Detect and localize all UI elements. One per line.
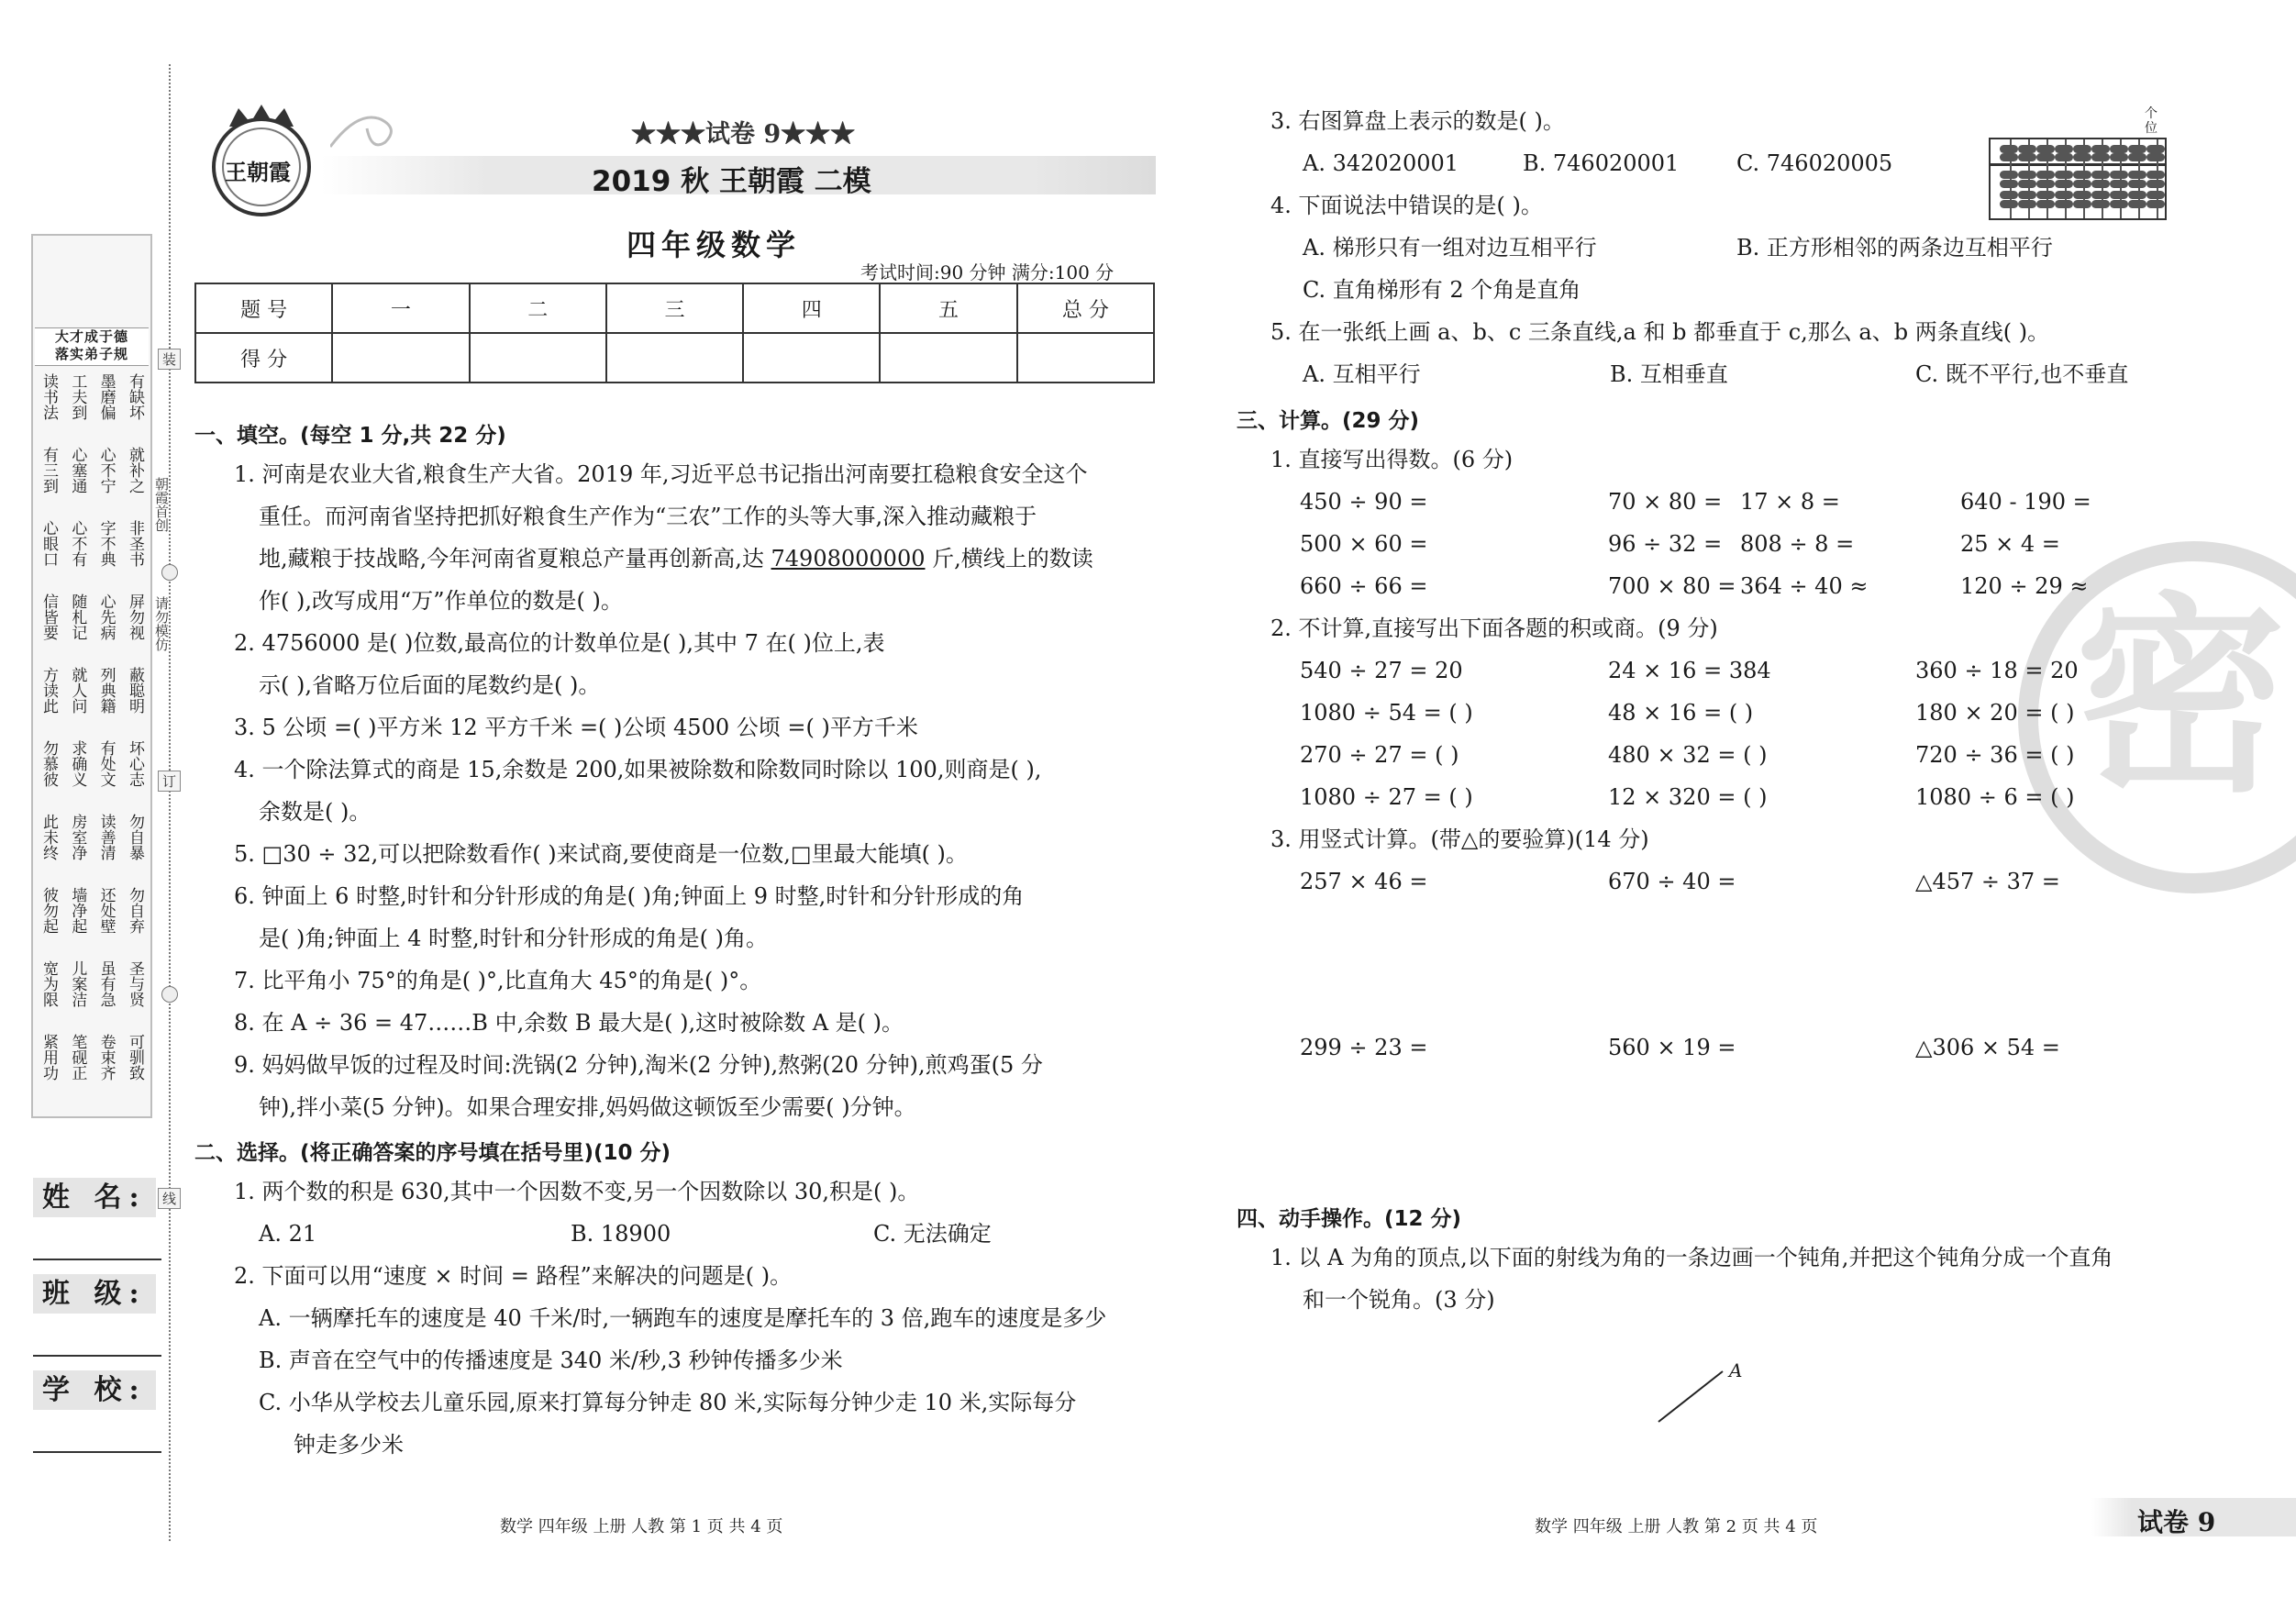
abacus-bead bbox=[2018, 153, 2036, 161]
s2-q3-option[interactable]: C. 746020005 bbox=[1736, 150, 1893, 176]
abacus-bead bbox=[2018, 180, 2036, 188]
abacus-bead bbox=[2073, 200, 2091, 208]
abacus-bead bbox=[2128, 200, 2146, 208]
s3-p3-item: 670 ÷ 40 = bbox=[1608, 869, 1736, 894]
s4-q1-line2: 和一个锐角。(3 分) bbox=[1303, 1287, 1495, 1313]
score-input-cell[interactable] bbox=[743, 333, 880, 383]
abacus-bead bbox=[2091, 200, 2110, 208]
s1-line: 重任。而河南省坚持把抓好粮食生产作为“三农”工作的头等大事,深入推动藏粮于 bbox=[259, 504, 1037, 529]
proverb-column: 虽有急 bbox=[96, 960, 116, 1007]
proverb-group bbox=[39, 1034, 145, 1098]
score-input-cell[interactable] bbox=[332, 333, 469, 383]
proverb-column: 心眼口 bbox=[39, 520, 58, 567]
table-cell: 一 bbox=[332, 283, 469, 333]
abacus-bead bbox=[2110, 200, 2128, 208]
s2-q2-option-cont: 钟走多少米 bbox=[294, 1432, 404, 1458]
proverb-group bbox=[39, 373, 145, 438]
abacus-bead bbox=[2146, 191, 2165, 199]
proverb-column: 宽为限 bbox=[39, 960, 58, 1007]
abacus-bead bbox=[2091, 153, 2110, 161]
s2-q4: 4. 下面说法中错误的是( )。 bbox=[1270, 193, 1543, 218]
proverb-column: 心不宁 bbox=[96, 447, 116, 494]
class-field[interactable] bbox=[33, 1270, 161, 1357]
section2-title: 二、选择。(将正确答案的序号填在括号里)(10 分) bbox=[194, 1141, 671, 1165]
proverb-group bbox=[39, 887, 145, 951]
proverb-column: 勿自弃 bbox=[125, 887, 144, 934]
s1-line: 3. 5 公顷 =( )平方米 12 平方千米 =( )公顷 4500 公顷 =( )平方千米 bbox=[234, 715, 918, 740]
abacus-bead bbox=[2000, 191, 2018, 199]
s2-q4-option[interactable]: B. 正方形相邻的两条边互相平行 bbox=[1736, 235, 2053, 261]
s3-p1-item: 17 × 8 = bbox=[1740, 489, 1840, 515]
abacus-bead bbox=[2000, 153, 2018, 161]
proverb-group bbox=[39, 667, 145, 731]
s4-q1-line1: 1. 以 A 为角的顶点,以下面的射线为角的一条边画一个钝角,并把这个钝角分成一个直角 bbox=[1270, 1245, 2113, 1270]
s2-q2-option[interactable]: A. 一辆摩托车的速度是 40 千米/时,一辆跑车的速度是摩托车的 3 倍,跑车的速度是多少 bbox=[259, 1305, 1107, 1331]
s3-p1-item: 700 × 80 = bbox=[1608, 573, 1736, 599]
binding-dotted-line bbox=[169, 64, 171, 1541]
s3-p3-item: 257 × 46 = bbox=[1300, 869, 1428, 894]
abacus-bead bbox=[2018, 191, 2036, 199]
proverb-column: 读善清 bbox=[96, 814, 116, 860]
abacus-bead bbox=[2036, 191, 2055, 199]
s2-q3: 3. 右图算盘上表示的数是( )。 bbox=[1270, 108, 1565, 134]
s3-p2-item: 540 ÷ 27 = 20 bbox=[1300, 658, 1463, 683]
s2-q2-option[interactable]: B. 声音在空气中的传播速度是 340 米/秒,3 秒钟传播多少米 bbox=[259, 1347, 843, 1373]
s3-p3-item: 560 × 19 = bbox=[1608, 1035, 1736, 1060]
score-input-cell[interactable] bbox=[606, 333, 743, 383]
school-line bbox=[33, 1451, 161, 1453]
subject-title: 四年级数学 bbox=[627, 227, 802, 262]
proverb-column: 求确义 bbox=[68, 740, 87, 787]
s3-p1-item: 25 × 4 = bbox=[1960, 531, 2060, 557]
class-line bbox=[33, 1355, 161, 1357]
s1-line: 7. 比平角小 75°的角是( )°,比直角大 45°的角是( )°。 bbox=[234, 968, 762, 993]
proverb-column: 就补之 bbox=[125, 447, 144, 494]
s2-q5-option[interactable]: B. 互相垂直 bbox=[1610, 361, 1728, 387]
abacus-bead bbox=[2128, 145, 2146, 153]
proverb-column: 心不有 bbox=[68, 520, 87, 567]
s3-p2-title: 2. 不计算,直接写出下面各题的积或商。(9 分) bbox=[1270, 616, 1718, 641]
abacus-bead bbox=[2055, 180, 2073, 188]
fold-mark-bot: 线 bbox=[158, 1188, 181, 1209]
s1-line: 余数是( )。 bbox=[259, 799, 372, 825]
section3-title: 三、计算。(29 分) bbox=[1237, 409, 1420, 433]
abacus-bead bbox=[2091, 145, 2110, 153]
s3-p1-item: 660 ÷ 66 = bbox=[1300, 573, 1428, 599]
abacus-bead bbox=[2055, 145, 2073, 153]
s3-p1-item: 450 ÷ 90 = bbox=[1300, 489, 1428, 515]
score-table-header-row bbox=[195, 283, 1154, 333]
proverb-column: 勿自暴 bbox=[125, 814, 144, 860]
point-a-label: A bbox=[1729, 1359, 1743, 1381]
left-margin-strip bbox=[31, 234, 152, 1118]
series-title: 2019 秋 王朝霞 二模 bbox=[592, 165, 871, 198]
score-input-cell[interactable] bbox=[880, 333, 1016, 383]
logo-text: 王朝霞 bbox=[225, 159, 291, 185]
proverb-column: 方读此 bbox=[39, 667, 58, 714]
seal-char: 密 bbox=[2075, 573, 2287, 821]
proverb-column: 非圣书 bbox=[125, 520, 144, 567]
s3-p2-item: 720 ÷ 36 = ( ) bbox=[1915, 742, 2075, 768]
abacus-bead bbox=[2000, 171, 2018, 179]
proverb-column: 儿案洁 bbox=[68, 960, 87, 1007]
abacus-bead bbox=[2128, 191, 2146, 199]
s3-p1-item: 364 ÷ 40 ≈ bbox=[1740, 573, 1869, 599]
footer-right: 数学 四年级 上册 人教 第 2 页 共 4 页 bbox=[1535, 1517, 1818, 1536]
abacus-bead bbox=[2036, 200, 2055, 208]
abacus-bead bbox=[2091, 171, 2110, 179]
proverb-column: 房室净 bbox=[68, 814, 87, 860]
s1-line-3-head: 地,藏粮于技战略,今年河南省夏粮总产量再创新高,达 bbox=[259, 546, 771, 571]
s3-p2-item: 270 ÷ 27 = ( ) bbox=[1300, 742, 1459, 768]
abacus-bead bbox=[2091, 191, 2110, 199]
abacus-bead bbox=[2055, 171, 2073, 179]
s2-q1-option[interactable]: C. 无法确定 bbox=[873, 1221, 992, 1247]
s2-q1-option[interactable]: A. 21 bbox=[259, 1221, 317, 1247]
class-label: 班 级: bbox=[33, 1274, 156, 1314]
proverb-column: 有处文 bbox=[96, 740, 116, 787]
s3-p3-title: 3. 用竖式计算。(带△的要验算)(14 分) bbox=[1270, 826, 1649, 852]
abacus-bead bbox=[2073, 145, 2091, 153]
abacus-bead bbox=[2018, 145, 2036, 153]
abacus-bead bbox=[2091, 180, 2110, 188]
proverb-column: 有三到 bbox=[39, 447, 58, 494]
abacus-bead bbox=[2036, 153, 2055, 161]
s3-p2-item: 1080 ÷ 54 = ( ) bbox=[1300, 700, 1473, 726]
s1-line: 6. 钟面上 6 时整,时针和分针形成的角是( )角;钟面上 9 时整,时针和分针形成的角 bbox=[234, 883, 1025, 909]
corner-exam-number: 试卷 9 bbox=[2137, 1507, 2216, 1537]
s2-q4-option[interactable]: C. 直角梯形有 2 个角是直角 bbox=[1303, 277, 1581, 303]
s1-line: 是( )角;钟面上 4 时整,时针和分针形成的角是( )角。 bbox=[259, 926, 768, 951]
s1-line: 1. 河南是农业大省,粮食生产大省。2019 年,习近平总书记指出河南要扛稳粮食安全这个 bbox=[234, 461, 1088, 487]
proverb-column: 字不典 bbox=[96, 520, 116, 567]
proverb-group bbox=[39, 593, 145, 658]
abacus-bead bbox=[2018, 200, 2036, 208]
abacus-label: 个位 bbox=[2145, 106, 2157, 136]
proverb-column: 读书法 bbox=[39, 373, 58, 420]
s3-p2-item: 12 × 320 = ( ) bbox=[1608, 784, 1768, 810]
proverb-area bbox=[39, 373, 145, 1107]
proverb-column: 坏心志 bbox=[125, 740, 144, 787]
motto-line-1: 大才成于德 bbox=[54, 328, 128, 345]
name-label: 姓 名: bbox=[33, 1178, 156, 1217]
proverb-column: 心塞通 bbox=[68, 447, 87, 494]
score-input-cell[interactable] bbox=[1017, 333, 1154, 383]
fold-mark-top: 装 bbox=[158, 349, 181, 370]
s3-p1-title: 1. 直接写出得数。(6 分) bbox=[1270, 447, 1514, 472]
s3-p2-item: 24 × 16 = 384 bbox=[1608, 658, 1771, 683]
s1-line: 5. □30 ÷ 32,可以把除数看作( )来试商,要使商是一位数,□里最大能填( )。 bbox=[234, 841, 968, 867]
s1-line: 2. 4756000 是( )位数,最高位的计数单位是( ),其中 7 在( )位上,表 bbox=[234, 630, 885, 656]
exam-number: ★★★试卷 9★★★ bbox=[631, 120, 856, 149]
abacus-bead bbox=[2110, 145, 2128, 153]
abacus-bead bbox=[2110, 171, 2128, 179]
fold-circle-icon bbox=[161, 564, 178, 581]
fold-circle-icon bbox=[161, 986, 178, 1003]
fold-notice-2: 请勿模仿 bbox=[153, 596, 170, 651]
s1-line: 示( ),省略万位后面的尾数约是( )。 bbox=[259, 672, 601, 698]
abacus-bead bbox=[2146, 171, 2165, 179]
proverb-column: 信皆要 bbox=[39, 593, 58, 640]
brand-logo bbox=[188, 101, 335, 220]
s2-q5: 5. 在一张纸上画 a、b、c 三条直线,a 和 b 都垂直于 c,那么 a、b 两条直线( )。 bbox=[1270, 319, 2050, 345]
abacus-bead bbox=[2128, 153, 2146, 161]
proverb-column: 卷束齐 bbox=[96, 1034, 116, 1081]
s2-q2: 2. 下面可以用“速度 × 时间 = 路程”来解决的问题是( )。 bbox=[234, 1263, 793, 1289]
s1-line: 8. 在 A ÷ 36 = 47……B 中,余数 B 最大是( ),这时被除数 A 是( )。 bbox=[234, 1010, 904, 1036]
s3-p2-item: 480 × 32 = ( ) bbox=[1608, 742, 1768, 768]
table-cell: 五 bbox=[880, 283, 1016, 333]
s2-q3-option[interactable]: A. 342020001 bbox=[1303, 150, 1459, 176]
proverb-group bbox=[39, 520, 145, 584]
s3-p2-item: 360 ÷ 18 = 20 bbox=[1915, 658, 2079, 683]
score-table-score-row bbox=[195, 333, 1154, 383]
fold-notice-1: 朝霞首创 bbox=[153, 477, 170, 532]
s1-line: 作( ),改写成用“万”作单位的数是( )。 bbox=[259, 588, 623, 614]
proverb-column: 墙净起 bbox=[68, 887, 87, 934]
table-cell: 二 bbox=[470, 283, 606, 333]
motto-line-2: 落实弟子规 bbox=[54, 346, 128, 362]
abacus-bead bbox=[2000, 180, 2018, 188]
proverb-column: 勿慕彼 bbox=[39, 740, 58, 787]
s2-q5-option[interactable]: C. 既不平行,也不垂直 bbox=[1915, 361, 2129, 387]
abacus-bead bbox=[2110, 180, 2128, 188]
abacus-bead bbox=[2073, 191, 2091, 199]
proverb-column: 工夫到 bbox=[68, 373, 87, 420]
proverb-column: 圣与贤 bbox=[125, 960, 144, 1007]
abacus-bead bbox=[2036, 180, 2055, 188]
proverb-column: 屏勿视 bbox=[125, 593, 144, 640]
s1-line: 4. 一个除法算式的商是 15,余数是 200,如果被除数和除数同时除以 100,则商是( ), bbox=[234, 757, 1042, 782]
s3-p1-item: 808 ÷ 8 = bbox=[1740, 531, 1855, 557]
s1-line: 9. 妈妈做早饭的过程及时间:洗锅(2 分钟),淘米(2 分钟),熬粥(20 分钟),煎鸡蛋(5 分 bbox=[234, 1052, 1043, 1078]
s3-p1-item: 96 ÷ 32 = bbox=[1608, 531, 1723, 557]
abacus-bead bbox=[2055, 191, 2073, 199]
s3-p1-item: 120 ÷ 29 ≈ bbox=[1960, 573, 2089, 599]
motto-box bbox=[35, 327, 149, 366]
table-cell: 得 分 bbox=[195, 333, 332, 383]
table-cell: 题 号 bbox=[195, 283, 332, 333]
s3-p3-item: △306 × 54 = bbox=[1915, 1035, 2060, 1060]
proverb-column: 心先病 bbox=[96, 593, 116, 640]
abacus-bead bbox=[2018, 171, 2036, 179]
s3-p1-item: 70 × 80 = bbox=[1608, 489, 1723, 515]
ribbon-decoration bbox=[330, 101, 404, 156]
abacus-bead bbox=[2146, 180, 2165, 188]
abacus bbox=[1989, 138, 2167, 220]
s2-q4-option[interactable]: A. 梯形只有一组对边互相平行 bbox=[1303, 235, 1597, 261]
abacus-bead bbox=[2000, 145, 2018, 153]
abacus-bead bbox=[2073, 153, 2091, 161]
abacus-bead bbox=[2146, 145, 2165, 153]
proverb-column: 紧用功 bbox=[39, 1034, 58, 1081]
s1-line: 钟),拌小菜(5 分钟)。如果合理安排,妈妈做这顿饭至少需要( )分钟。 bbox=[259, 1094, 916, 1120]
abacus-bead bbox=[2000, 200, 2018, 208]
proverb-column: 可驯致 bbox=[125, 1034, 144, 1081]
proverb-group bbox=[39, 960, 145, 1025]
score-table bbox=[194, 283, 1155, 383]
s3-p3-item: 299 ÷ 23 = bbox=[1300, 1035, 1428, 1060]
s3-p1-item: 640 - 190 = bbox=[1960, 489, 2091, 515]
proverb-column: 笔砚正 bbox=[68, 1034, 87, 1081]
abacus-bead bbox=[2146, 153, 2165, 161]
underlined-number: 74908000000 bbox=[771, 546, 926, 571]
abacus-bead bbox=[2128, 180, 2146, 188]
s2-q5-option[interactable]: A. 互相平行 bbox=[1303, 361, 1421, 387]
proverb-group bbox=[39, 447, 145, 511]
proverb-column: 列典籍 bbox=[96, 667, 116, 714]
proverb-column: 随札记 bbox=[68, 593, 87, 640]
proverb-group bbox=[39, 814, 145, 878]
section4-title: 四、动手操作。(12 分) bbox=[1237, 1207, 1462, 1231]
s3-p2-item: 1080 ÷ 6 = ( ) bbox=[1915, 784, 2075, 810]
s1-line-3-tail: 斤,横线上的数读 bbox=[925, 546, 1093, 571]
abacus-bead bbox=[2146, 200, 2165, 208]
proverb-column: 还处壁 bbox=[96, 887, 116, 934]
abacus-bead bbox=[2073, 180, 2091, 188]
abacus-bead bbox=[2036, 171, 2055, 179]
abacus-bead bbox=[2073, 171, 2091, 179]
section1-title: 一、填空。(每空 1 分,共 22 分) bbox=[194, 424, 506, 448]
s1-line-3 bbox=[259, 545, 1093, 572]
s2-q1: 1. 两个数的积是 630,其中一个因数不变,另一个因数除以 30,积是( )。 bbox=[234, 1179, 920, 1204]
s2-q2-option[interactable]: C. 小华从学校去儿童乐园,原来打算每分钟走 80 米,实际每分钟少走 10 米,实际每分 bbox=[259, 1390, 1077, 1415]
table-cell: 三 bbox=[606, 283, 743, 333]
score-input-cell[interactable] bbox=[470, 333, 606, 383]
s3-p2-item: 48 × 16 = ( ) bbox=[1608, 700, 1754, 726]
s3-p2-item: 1080 ÷ 27 = ( ) bbox=[1300, 784, 1473, 810]
abacus-bead bbox=[2128, 171, 2146, 179]
proverb-column: 此未终 bbox=[39, 814, 58, 860]
time-info: 考试时间:90 分钟 满分:100 分 bbox=[860, 261, 1115, 283]
name-line bbox=[33, 1259, 161, 1260]
table-cell: 四 bbox=[743, 283, 880, 333]
s3-p1-item: 500 × 60 = bbox=[1300, 531, 1428, 557]
proverb-column: 就人问 bbox=[68, 667, 87, 714]
school-field[interactable] bbox=[33, 1367, 161, 1453]
abacus-bead bbox=[2055, 153, 2073, 161]
proverb-column: 有缺坏 bbox=[125, 373, 144, 420]
s2-q1-option[interactable]: B. 18900 bbox=[571, 1221, 671, 1247]
proverb-column: 蔽聪明 bbox=[125, 667, 144, 714]
fold-mark-mid: 订 bbox=[158, 771, 181, 792]
table-cell: 总 分 bbox=[1017, 283, 1154, 333]
school-label: 学 校: bbox=[33, 1370, 156, 1410]
s3-p3-item: △457 ÷ 37 = bbox=[1915, 869, 2060, 894]
abacus-bead bbox=[2036, 145, 2055, 153]
abacus-bead bbox=[2110, 153, 2128, 161]
name-field[interactable] bbox=[33, 1174, 161, 1260]
footer-left: 数学 四年级 上册 人教 第 1 页 共 4 页 bbox=[500, 1517, 783, 1536]
s3-p2-item: 180 × 20 = ( ) bbox=[1915, 700, 2075, 726]
proverb-group bbox=[39, 740, 145, 804]
proverb-column: 彼勿起 bbox=[39, 887, 58, 934]
s2-q3-option[interactable]: B. 746020001 bbox=[1523, 150, 1680, 176]
abacus-bead bbox=[2110, 191, 2128, 199]
abacus-bead bbox=[2055, 200, 2073, 208]
proverb-column: 墨磨偏 bbox=[96, 373, 116, 420]
